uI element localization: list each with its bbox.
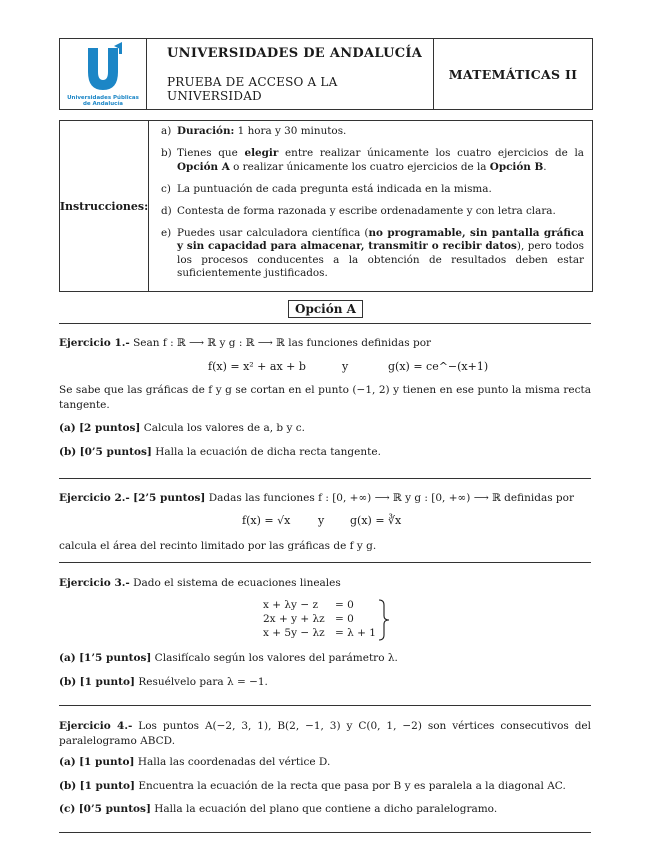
- divider: [59, 705, 591, 706]
- exercise-points: [2’5 puntos]: [133, 492, 206, 504]
- exercise-head: Ejercicio 4.-: [59, 720, 133, 732]
- part-points: [1 punto]: [79, 756, 135, 768]
- instruction-key: b): [161, 147, 172, 159]
- logo-text: [67, 95, 139, 107]
- exercise-2-y: y: [318, 514, 325, 527]
- exercise-4-part-b: [59, 779, 591, 794]
- instruction-c: [161, 183, 584, 197]
- exam-subtitle: PRUEBA DE ACCESO A LA UNIVERSIDAD: [167, 74, 338, 103]
- instruction-b: [161, 147, 584, 174]
- subject-title: MATEMÁTICAS II: [448, 66, 578, 82]
- instruction-d: [161, 205, 584, 219]
- exercise-head: Ejercicio 1.-: [59, 337, 130, 349]
- instruction-text: Contesta de forma razonada y escribe ordenadamente y con letra clara.: [177, 204, 556, 217]
- part-text: Encuentra la ecuación de la recta que pasa por B y es paralela a la diagonal AC.: [138, 780, 566, 792]
- instructions-list: [149, 121, 592, 291]
- instruction-bold: Duración:: [177, 125, 235, 137]
- part-label: (a): [59, 652, 76, 664]
- university-title: UNIVERSIDADES DE ANDALUCÍA: [167, 45, 423, 61]
- exercise-4-part-c: [59, 802, 591, 817]
- exercise-2-intro: [59, 491, 591, 506]
- equation-lhs: x + λy − z: [263, 599, 318, 611]
- divider: [59, 832, 591, 833]
- exercise-1-part-a: [59, 421, 591, 436]
- exercise-2-gx: g(x) = ∛x: [350, 514, 402, 527]
- subject-cell: [434, 39, 592, 109]
- part-points: [0’5 puntos]: [79, 446, 152, 458]
- instruction-e: [161, 227, 584, 281]
- equation-rhs: = 0: [335, 613, 354, 625]
- logo-text-line1: Universidades Públicas: [67, 94, 139, 101]
- part-points: [1 punto]: [79, 780, 135, 792]
- instruction-key: d): [161, 204, 172, 217]
- exercise-2-fx: f(x) = √x: [242, 514, 291, 527]
- instruction-text: Puedes usar calculadora científica (: [177, 226, 369, 239]
- header-table: [59, 38, 593, 110]
- part-text: Halla la ecuación del plano que contiene a dicho paralelogramo.: [154, 803, 498, 815]
- exercise-4-intro: [59, 719, 591, 749]
- instructions-label: Instrucciones:: [60, 121, 149, 291]
- instruction-text: ), pero todos los procesos conducentes a la obtención de resultados deben estar suficientemente justificados.: [177, 240, 584, 279]
- exercise-3-part-a: [59, 651, 591, 666]
- part-label: (b): [59, 780, 77, 792]
- instruction-text: La puntuación de cada pregunta está indicada en la misma.: [177, 182, 492, 195]
- equation-system: [263, 598, 376, 640]
- instruction-text: .: [543, 160, 547, 173]
- exercise-1-part-b: [59, 445, 591, 460]
- equation-lhs: 2x + y + λz: [263, 613, 325, 625]
- option-a-title: Opción A: [288, 300, 363, 318]
- instruction-key: e): [161, 226, 172, 239]
- title-cell: [147, 39, 434, 109]
- instruction-bold: Opción A: [177, 160, 230, 173]
- instruction-bold: Opción B: [489, 160, 544, 173]
- part-label: (b): [59, 446, 77, 458]
- university-logo-icon: [78, 42, 128, 94]
- exercise-head: Ejercicio 2.-: [59, 492, 130, 504]
- logo-cell: [60, 39, 147, 109]
- part-text: Calcula los valores de a, b y c.: [143, 422, 305, 434]
- equation-rhs: = λ + 1: [335, 627, 376, 639]
- instruction-text: o realizar únicamente los cuatro ejercicios de la: [229, 160, 490, 173]
- divider: [59, 562, 591, 563]
- exercise-1-y: y: [342, 360, 349, 373]
- instruction-text: Tienes que: [177, 147, 245, 159]
- instruction-text: entre realizar únicamente los cuatro ejercicios de la: [278, 147, 584, 159]
- part-label: (a): [59, 756, 76, 768]
- part-points: [1’5 puntos]: [79, 652, 152, 664]
- equation-lhs: x + 5y − λz: [263, 627, 325, 639]
- exercise-text: Sean f : ℝ ⟶ ℝ y g : ℝ ⟶ ℝ las funciones definidas por: [133, 337, 432, 349]
- instruction-key: a): [161, 125, 172, 137]
- instruction-text: 1 hora y 30 minutos.: [234, 125, 347, 137]
- equation-rhs: = 0: [335, 599, 354, 611]
- instruction-a: [161, 125, 584, 139]
- exercise-1-intro: [59, 336, 591, 351]
- part-text: Halla las coordenadas del vértice D.: [137, 756, 331, 768]
- exercise-1-text: Se sabe que las gráficas de f y g se cortan en el punto (−1, 2) y tienen en ese punto la misma recta tangente.: [59, 384, 591, 411]
- exercise-head: Ejercicio 3.-: [59, 577, 130, 589]
- exercise-3-intro: [59, 576, 591, 591]
- right-brace-icon: [378, 599, 390, 641]
- exercise-text: Dadas las funciones f : [0, +∞) ⟶ ℝ y g : [0, +∞) ⟶ ℝ definidas por: [208, 492, 574, 504]
- part-text: Resuélvelo para λ = −1.: [138, 676, 268, 688]
- part-points: [0’5 puntos]: [78, 803, 151, 815]
- exercise-text: Los puntos A(−2, 3, 1), B(2, −1, 3) y C(0, 1, −2) son vértices consecutivos del paralelogramo ABCD.: [59, 720, 591, 747]
- part-points: [2 puntos]: [79, 422, 141, 434]
- instruction-bold: no programable, sin pantalla gráfica y sin capacidad para almacenar, transmitir o recibir datos: [177, 226, 585, 252]
- instruction-key: c): [161, 182, 171, 195]
- logo-text-line2: de Andalucía: [82, 100, 124, 107]
- divider: [59, 323, 591, 324]
- exercise-1-fx: f(x) = x² + ax + b: [208, 360, 306, 373]
- part-points: [1 punto]: [79, 676, 135, 688]
- instructions-table: [59, 120, 593, 292]
- part-text: Clasifícalo según los valores del parámetro λ.: [154, 652, 398, 664]
- exercise-2-text: calcula el área del recinto limitado por las gráficas de f y g.: [59, 540, 377, 552]
- part-text: Halla la ecuación de dicha recta tangente.: [155, 446, 381, 458]
- part-label: (b): [59, 676, 77, 688]
- exercise-3-part-b: [59, 675, 591, 690]
- part-label: (c): [59, 803, 76, 815]
- exercise-1-gx: g(x) = ce^−(x+1): [388, 360, 489, 373]
- part-label: (a): [59, 422, 76, 434]
- exercise-text: Dado el sistema de ecuaciones lineales: [133, 577, 341, 589]
- divider: [59, 478, 591, 479]
- instruction-bold: elegir: [244, 147, 279, 159]
- exercise-4-part-a: [59, 755, 591, 770]
